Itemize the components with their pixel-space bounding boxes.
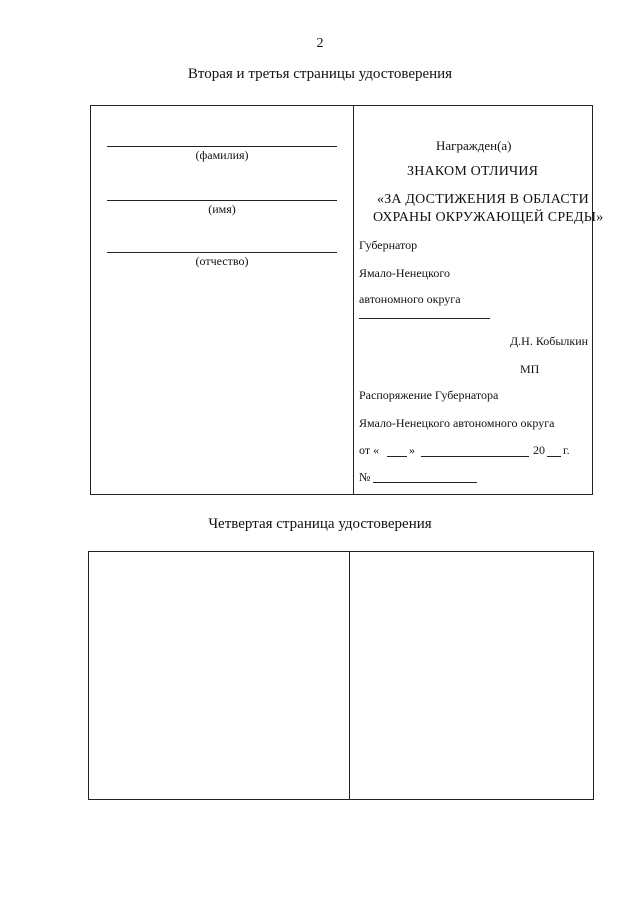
certificate-page-4 xyxy=(88,551,594,800)
governor-line3: автономного округа xyxy=(359,292,461,306)
name-caption: (имя) xyxy=(208,202,236,216)
page-divider xyxy=(349,552,350,799)
awarded-label: Награжден(а) xyxy=(436,138,512,153)
order-line2: Ямало-Ненецкого автономного округа xyxy=(359,416,555,430)
year-line xyxy=(547,456,561,457)
governor-line2: Ямало-Ненецкого xyxy=(359,266,450,280)
badge-title: ЗНАКОМ ОТЛИЧИЯ xyxy=(407,164,539,179)
name-line xyxy=(107,200,337,201)
year-suffix: г. xyxy=(563,443,570,457)
day-line xyxy=(387,456,407,457)
number-line xyxy=(373,482,477,483)
badge-name-line2: ОХРАНЫ ОКРУЖАЮЩЕЙ СРЕДЫ» xyxy=(373,210,604,225)
governor-line1: Губернатор xyxy=(359,238,418,252)
badge-name-line1: «ЗА ДОСТИЖЕНИЯ В ОБЛАСТИ xyxy=(377,192,589,207)
surname-caption: (фамилия) xyxy=(195,148,249,162)
signature-name: Д.Н. Кобылкин xyxy=(510,334,589,348)
number-sign: № xyxy=(359,470,371,484)
section-title-page-4: Четвертая страница удостоверения xyxy=(208,516,432,532)
month-line xyxy=(421,456,529,457)
surname-line xyxy=(107,146,337,147)
signature-line xyxy=(359,318,490,319)
page-divider xyxy=(353,106,354,494)
date-quote-close: » xyxy=(409,443,415,457)
year-prefix: 20 xyxy=(533,443,545,457)
page-number: 2 xyxy=(316,36,324,51)
date-prefix: от « xyxy=(359,443,380,457)
order-line1: Распоряжение Губернатора xyxy=(359,388,499,402)
patronymic-line xyxy=(107,252,337,253)
patronymic-caption: (отчество) xyxy=(195,254,249,268)
seal-mark: МП xyxy=(520,362,540,376)
certificate-pages-2-3 xyxy=(90,105,604,495)
section-title-pages-2-3: Вторая и третья страницы удостоверения xyxy=(187,66,453,82)
